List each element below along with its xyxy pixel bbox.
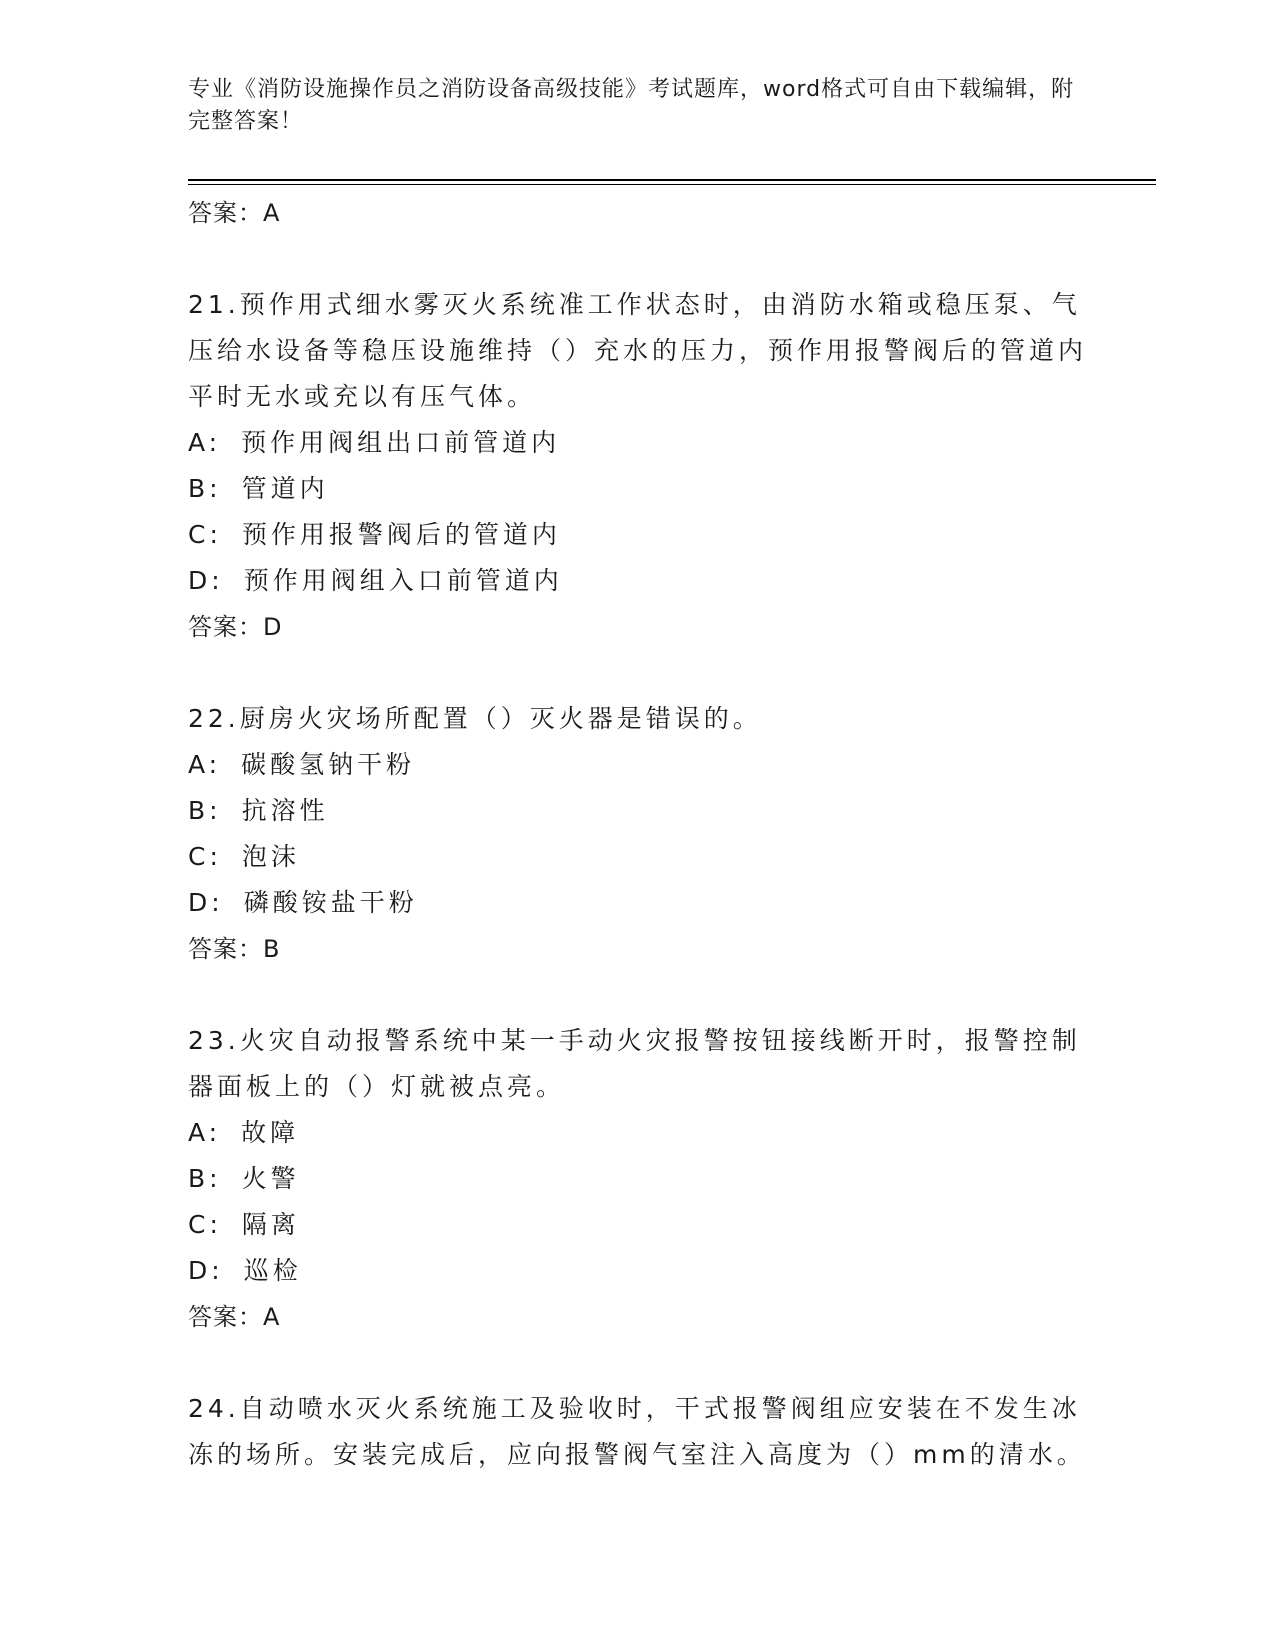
option-d: D: 预作用阀组入口前管道内 [188,566,563,595]
option-text: 故障 [241,1118,300,1147]
option-d: D: 磷酸铵盐干粉 [188,888,418,917]
option-c: C: 泡沫 [188,842,300,871]
option-text: 碳酸氢钠干粉 [241,750,416,779]
question-stem: 21.预作用式细水雾灭火系统准工作状态时，由消防水箱或稳压泵、气压给水设备等稳压设施维持（）充水的压力，预作用报警阀后的管道内平时无水或充以有压气体。 [188,290,1088,411]
option-text: 抗溶性 [241,796,329,825]
header-divider [188,179,1156,181]
option-text: 火警 [241,1164,300,1193]
question-22 [188,696,1088,972]
option-text: 预作用报警阀后的管道内 [241,520,561,549]
option-a: A: 故障 [188,1118,300,1147]
option-c: C: 预作用报警阀后的管道内 [188,520,561,549]
question-stem: 22.厨房火灾场所配置（）灭火器是错误的。 [188,704,762,733]
option-text: 泡沫 [241,842,300,871]
answer: 答案：D [188,613,283,641]
question-stem: 23.火灾自动报警系统中某一手动火灾报警按钮接线断开时，报警控制器面板上的（）灯就被点亮。 [188,1026,1081,1101]
question-stem: 24.自动喷水灭火系统施工及验收时，干式报警阀组应安装在不发生冰冻的场所。安装完成后，应向报警阀气室注入高度为（）mm的清水。 [188,1394,1086,1469]
question-23 [188,1018,1088,1340]
header-divider-thin [188,184,1156,185]
option-b: B: 管道内 [188,474,329,503]
option-a: A: 预作用阀组出口前管道内 [188,428,561,457]
question-list [188,190,1088,1478]
answer: 答案：B [188,935,281,963]
question-24 [188,1386,1088,1478]
question-21 [188,282,1088,650]
previous-answer: 答案：A [188,199,281,227]
document-intro: 专业《消防设施操作员之消防设备高级技能》考试题库，word格式可自由下载编辑，附完整答案！ [188,77,1075,134]
option-a: A: 碳酸氢钠干粉 [188,750,416,779]
answer: 答案：A [188,1303,281,1331]
option-b: B: 抗溶性 [188,796,329,825]
option-text: 巡检 [243,1256,302,1285]
option-text: 磷酸铵盐干粉 [243,888,418,917]
option-text: 隔离 [241,1210,300,1239]
option-text: 预作用阀组入口前管道内 [243,566,563,595]
option-text: 管道内 [241,474,329,503]
option-b: B: 火警 [188,1164,300,1193]
option-text: 预作用阀组出口前管道内 [241,428,561,457]
option-d: D: 巡检 [188,1256,302,1285]
option-c: C: 隔离 [188,1210,300,1239]
